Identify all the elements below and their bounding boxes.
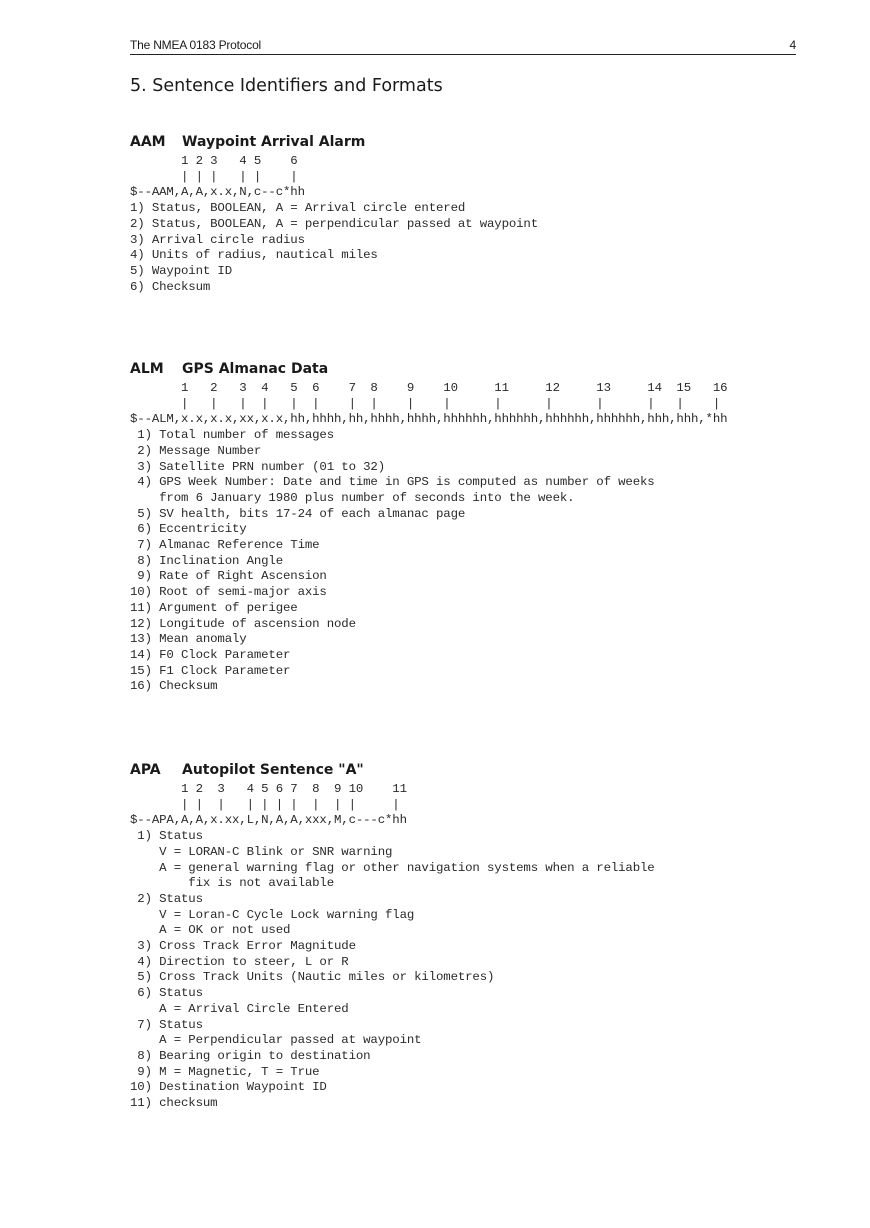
running-header [130, 38, 796, 55]
page-number: 4 [789, 38, 796, 52]
sentence-name-apa: Autopilot Sentence "A" [182, 762, 364, 778]
section-alm [130, 361, 796, 695]
sentence-id-apa: APA [130, 762, 161, 778]
sentence-name-aam: Waypoint Arrival Alarm [182, 134, 366, 150]
sentence-format-apa: 1 2 3 4 5 6 7 8 9 10 11 | | | | | | | | | | | $--APA,A,A,x.xx,L,N,A,A,xxx,M,c---c*hh [130, 782, 407, 828]
field-list-aam: 1) Status, BOOLEAN, A = Arrival circle entered 2) Status, BOOLEAN, A = perpendicular passed at waypoint 3) Arrival circle radius 4) Units of radius, nautical miles 5) Waypoint ID 6) Checksum [130, 201, 538, 294]
sentence-id-alm: ALM [130, 361, 164, 377]
section-apa [130, 762, 796, 1112]
sentence-format-alm: 1 2 3 4 5 6 7 8 9 10 11 12 13 14 15 16 | | | | | | | | | | | | | | | | $--ALM,x.x,x.x,xx,x.x,hh,hhhh,hh,hhhh,hhhh,hhhhhh,hhhhhh,hhhhhh,hhhhhh,hhh,hhh,*hh [130, 381, 728, 427]
section-heading-apa [130, 762, 796, 782]
section-heading-aam [130, 134, 796, 154]
section-heading-alm [130, 361, 796, 381]
field-list-alm: 1) Total number of messages 2) Message Number 3) Satellite PRN number (01 to 32) 4) GPS Week Number: Date and time in GPS is computed as number of weeks from 6 January 1980 plus number of seconds into the week. 5) SV health, bits 17-24 of each almanac page 6) Eccentricity 7) Almanac Reference Time 8) Inclination Angle 9) Rate of Right Ascension 10) Root of semi-major axis 11) Argument of perigee 12) Longitude of ascension node 13) Mean anomaly 14) F0 Clock Parameter 15) F1 Clock Parameter 16) Checksum [130, 428, 655, 694]
chapter-title: 5. Sentence Identifiers and Formats [130, 76, 443, 96]
sentence-name-alm: GPS Almanac Data [182, 361, 329, 377]
sentence-id-aam: AAM [130, 134, 166, 150]
field-list-apa: 1) Status V = LORAN-C Blink or SNR warning A = general warning flag or other navigation systems when a reliable fix is not available 2) Status V = Loran-C Cycle Lock warning flag A = OK or not used 3) Cross Track Error Magnitude 4) Direction to steer, L or R 5) Cross Track Units (Nautic miles or kilometres) 6) Status A = Arrival Circle Entered 7) Status A = Perpendicular passed at waypoint 8) Bearing origin to destination 9) M = Magnetic, T = True 10) Destination Waypoint ID 11) checksum [130, 829, 655, 1111]
sentence-format-aam: 1 2 3 4 5 6 | | | | | | $--AAM,A,A,x.x,N,c--c*hh [130, 154, 305, 200]
section-aam [130, 134, 796, 295]
document-title: The NMEA 0183 Protocol [130, 38, 262, 52]
